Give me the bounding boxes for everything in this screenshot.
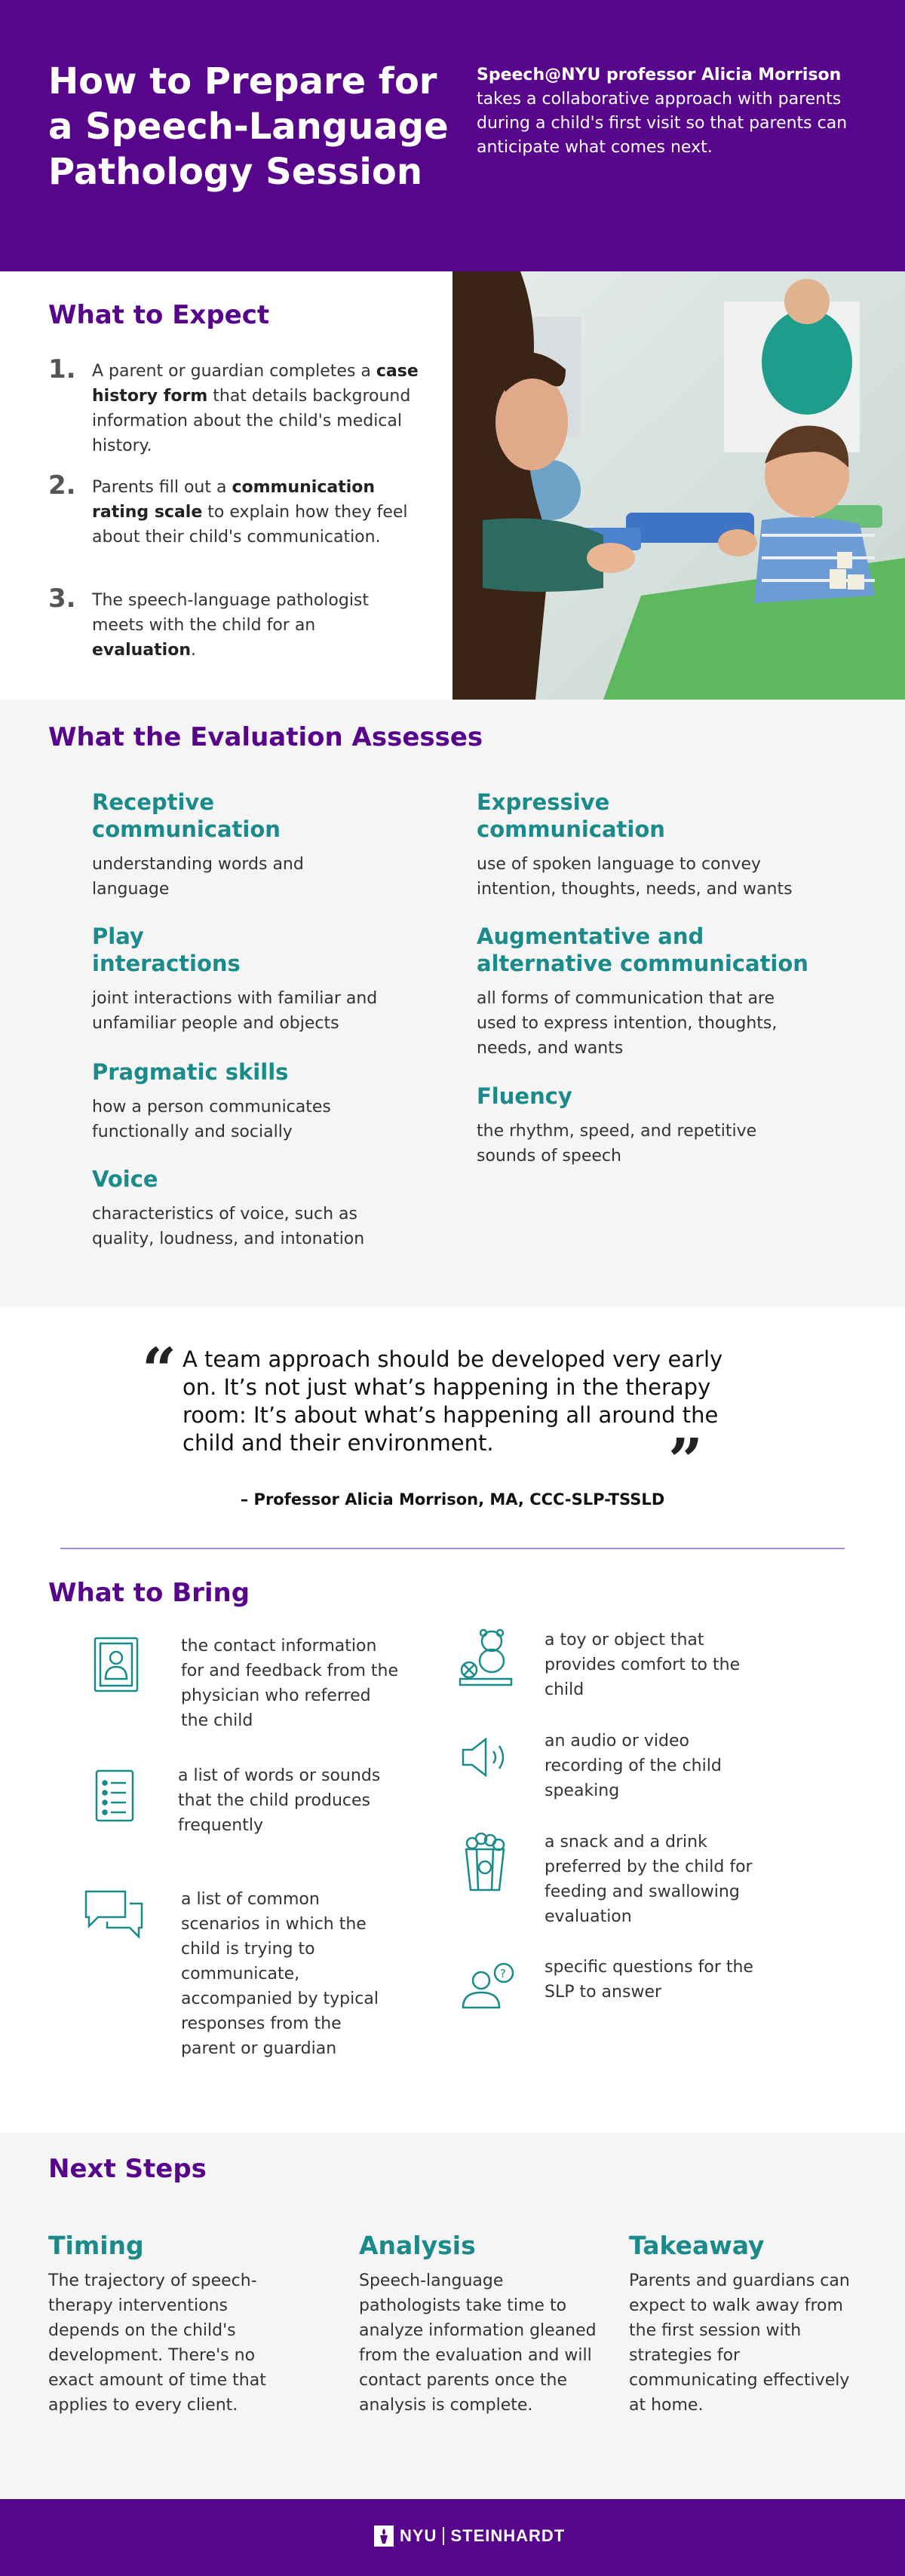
eval-desc: characteristics of voice, such as quality, loudness, and intonation	[92, 1205, 365, 1248]
logo-school-text: STEINHARDT	[450, 2526, 566, 2545]
bring-title: What to Bring	[48, 1578, 250, 1608]
expect-number: 2.	[48, 470, 76, 501]
quote-author: – Professor Alicia Morrison, MA, CCC-SLP-TSSLD	[240, 1490, 665, 1509]
expect-list	[0, 271, 452, 700]
checklist-icon	[94, 1768, 136, 1827]
eval-heading: Play interactions	[92, 924, 241, 976]
expect-number: 1.	[48, 354, 76, 384]
toy-bear-icon	[457, 1628, 514, 1691]
eval-heading: Augmentative and alternative communication	[477, 924, 808, 976]
footer	[0, 2499, 905, 2576]
intro-text	[477, 63, 869, 160]
logo-nyu-text: NYU	[400, 2526, 437, 2545]
eval-desc: the rhythm, speed, and repetitive sounds of speech	[477, 1122, 757, 1165]
eval-desc: how a person communicates functionally and socially	[92, 1098, 331, 1141]
bring-section	[0, 1549, 905, 2133]
eval-heading: Expressive communication	[477, 789, 665, 842]
contact-card-icon	[90, 1635, 142, 1697]
bring-text: a toy or object that provides comfort to the child	[545, 1631, 741, 1699]
step-timing	[48, 2231, 290, 2418]
step-desc: Speech-language pathologists take time to analyze information gleaned from the evaluation and will contact parents once the analysis is complete.	[359, 2271, 597, 2415]
expect-number: 3.	[48, 584, 76, 614]
evaluation-section	[0, 700, 905, 1306]
step-analysis	[359, 2231, 600, 2418]
page-title: How to Prepare for a Speech-Language Pathology Session	[48, 60, 449, 193]
bring-text: specific questions for the SLP to answer	[545, 1958, 753, 2002]
eval-desc: understanding words and language	[92, 855, 304, 899]
next-steps-section	[0, 2133, 905, 2499]
expect-text: A parent or guardian completes a case history form that details background information about the child's medical history.	[92, 362, 419, 455]
nyu-steinhardt-logo[interactable]	[374, 2525, 565, 2547]
person-question-icon	[460, 1961, 517, 2014]
bring-text: a list of common scenarios in which the child is trying to communicate, accompanied by typical responses from the parent or guardian	[181, 1890, 379, 2058]
popcorn-icon	[462, 1833, 508, 1896]
eval-item-pragmatic	[92, 1058, 409, 1144]
expect-text: The speech-language pathologist meets with the child for an evaluation.	[92, 591, 370, 660]
eval-desc: all forms of communication that are used to express intention, thoughts, needs, and wants	[477, 989, 778, 1058]
speech-bubbles-icon	[81, 1887, 146, 1944]
expect-title: What to Expect	[48, 300, 270, 330]
bring-text: a list of words or sounds that the child produces frequently	[178, 1766, 381, 1835]
quote-text: A team approach should be developed very early on. It’s not just what’s happening in the therapy room: It’s about what’s happening all around the child and their environment.	[183, 1346, 723, 1456]
eval-item-fluency	[477, 1083, 839, 1169]
step-heading: Takeaway	[629, 2231, 765, 2260]
step-desc: The trajectory of speech-therapy interventions depends on the child's development. There's no exact amount of time that applies to every client.	[48, 2271, 266, 2415]
therapy-photo-illustration	[452, 271, 905, 700]
expect-section	[0, 271, 905, 700]
intro-bold: Speech@NYU professor Alicia Morrison	[477, 66, 842, 84]
evaluation-title: What the Evaluation Assesses	[48, 722, 483, 752]
eval-item-expressive	[477, 789, 839, 902]
next-steps-title: Next Steps	[48, 2154, 207, 2184]
step-desc: Parents and guardians can expect to walk away from the first session with strategies for communicating effectively at home.	[629, 2271, 850, 2415]
quote-section	[0, 1306, 905, 1549]
torch-icon	[374, 2525, 394, 2547]
eval-heading: Receptive communication	[92, 789, 281, 842]
eval-desc: joint interactions with familiar and unfamiliar people and objects	[92, 989, 378, 1033]
eval-heading: Voice	[92, 1166, 158, 1192]
logo-separator	[443, 2527, 444, 2545]
eval-item-aac	[477, 923, 839, 1061]
intro-rest: takes a collaborative approach with parents during a child's first visit so that parents can anticipate what comes next.	[477, 90, 848, 157]
bring-text: an audio or video recording of the child speaking	[545, 1732, 722, 1800]
eval-heading: Fluency	[477, 1083, 572, 1109]
expect-text: Parents fill out a communication rating scale to explain how they feel about their child's communication.	[92, 478, 408, 547]
bring-text: the contact information for and feedback from the physician who referred the child	[181, 1637, 398, 1730]
eval-heading: Pragmatic skills	[92, 1059, 289, 1085]
bring-text: a snack and a drink preferred by the child for feeding and swallowing evaluation	[545, 1833, 753, 1926]
speaker-icon	[460, 1736, 514, 1781]
step-heading: Analysis	[359, 2231, 476, 2260]
eval-item-play	[92, 923, 409, 1036]
step-takeaway	[629, 2231, 855, 2418]
open-quote-mark: “	[142, 1334, 177, 1405]
svg-text:?: ?	[500, 1967, 506, 1980]
step-heading: Timing	[48, 2231, 144, 2260]
header-banner	[0, 0, 905, 271]
eval-item-receptive	[92, 789, 409, 902]
eval-desc: use of spoken language to convey intention, thoughts, needs, and wants	[477, 855, 793, 899]
close-quote-mark: ”	[668, 1425, 704, 1496]
eval-item-voice	[92, 1165, 409, 1251]
therapy-photo	[452, 271, 905, 700]
